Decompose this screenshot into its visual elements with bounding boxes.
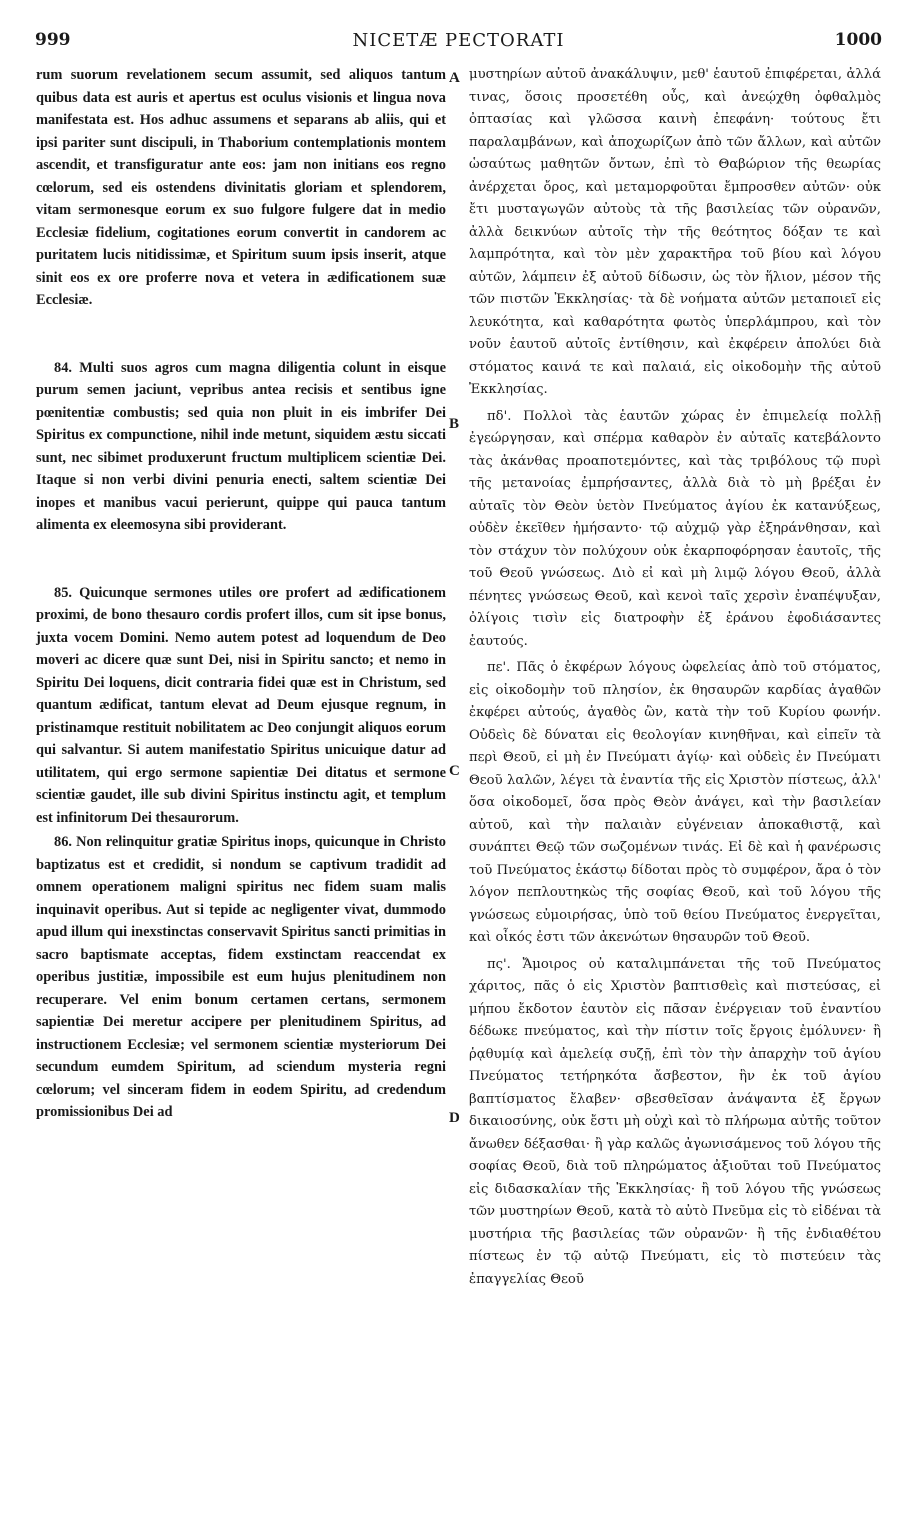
- margin-marker-a: A: [449, 70, 460, 86]
- running-title: NICETÆ PECTORATI: [352, 30, 565, 51]
- greek-column: [469, 64, 881, 1291]
- margin-marker-d: D: [449, 1110, 460, 1126]
- latin-column: [36, 64, 446, 1124]
- greek-paragraph-84: πδ'. Πολλοὶ τὰς ἑαυτῶν χώρας ἐν ἐπιμελείᾳ πολλῇ ἐγεώργησαν, καὶ σπέρμα καθαρὸν ἐν αὐταῖς κατεβάλοντο τὰς ἀκάνθας προαποτεμόντες, καὶ τὰς τριβόλους τῷ πυρὶ τῆς μετανοίας ἐμπρήσαντες, ἀλλὰ διὰ τὸ μὴ βρέξαι ἐν αὐταῖς τὸν Θεὸν ὑετὸν Πνεύματος ἁγίου ἐκ κατανύξεως, οὐδὲν ἐκεῖθεν ἠμήσαντο· τῷ αὐχμῷ γὰρ ἐξηράνθησαν, καὶ τὸν στάχυν τὸν πολύχουν οὐκ ἐκαρποφόρησαν ἑαυτοῖς, τῆς τοῦ Θεοῦ γνώσεως. Διὸ εἰ καὶ μὴ λιμῷ λόγου Θεοῦ, ἀλλὰ πένητες γνώσεως Θεοῦ, καὶ κενοὶ ταῖς χερσὶν ἐναπέψυξαν, ὀλίγοις τισὶν εἰς διατροφὴν ἐξ ἐράνου ἐφοδιάσαντες ἑαυτούς.: [469, 408, 881, 649]
- greek-paragraph-85: πε'. Πᾶς ὁ ἐκφέρων λόγους ὠφελείας ἀπὸ τοῦ στόματος, εἰς οἰκοδομὴν τοῦ πλησίον, ἐκ θησαυρῶν καρδίας ἀγαθῶν ἐκφέρει αὐτούς, ἀγαθὸς ὢν, κατὰ τὴν τοῦ Κυρίου φωνήν. Οὐδεὶς δὲ δύναται εἰς θεολογίαν κινηθῆναι, καὶ εἰπεῖν τὰ περὶ Θεοῦ, εἰ μὴ ἐν Πνεύματι ἁγίῳ· καὶ οὐδεὶς ἐν Πνεύματι Θεοῦ λαλῶν, λέγει τὰ ἐναντία τῆς εἰς Χριστὸν πίστεως, ἀλλ' ὅσα οἰκοδομεῖ, ὅσα πρὸς Θεὸν ἀνάγει, καὶ τὴν βασιλείαν αὐτοῦ, καὶ τὴν παλαιὰν εὐγένειαν ἀποκαθιστᾷ, καὶ συνάπτει Θεῷ τῶν σωζομένων τινάς. Εἰ δὲ καὶ ἡ φανέρωσις τοῦ Πνεύματος ἑκάστῳ δίδοται πρὸς τὸ συμφέρον, ἄρα ὁ τὸν λόγον πεπλουτηκὼς τῆς σοφίας Θεοῦ, καὶ τοῦ λόγου τῆς γνώσεως εὐμοιρήσας, ὑπὸ τοῦ θείου Πνεύματος ἐνεργεῖται, καὶ οἶκός ἐστι τῶν ἀκενώτων θησαυρῶν τοῦ Θεοῦ.: [469, 660, 881, 945]
- margin-marker-b: B: [449, 416, 460, 432]
- latin-paragraph-84: 84. Multi suos agros cum magna diligentia colunt in eisque purum semen jaciunt, vepribus antea recisis et sentibus igne pœnitentiæ combustis; sed quia non pluit in eis imbrifer Dei Spiritus ex compunctione, nihil inde metunt, siquidem æstu siccati sunt, nec sibimet produxerunt fructum multiplicem scientiæ Dei. Itaque si non verbi divini penuria enecti, saltem scientiæ Dei inopes et manibus vacui perierunt, quippe qui pauca tantum alimenta ex eleemosyna sibi providerant.: [36, 359, 446, 533]
- latin-paragraph: rum suorum revelationem secum assumit, sed aliquos tantum quibus data est auris et apertus est oculus visionis et lingua nova manifestata est. Hos adhuc assumens et separans ab aliis, qui et ipsi pariter sunt discipuli, in Thaborium contemplationis montem ascendit, et transfiguratur ante eos: jam non initians eos regno cœlorum, sed eis ostendens divinitatis gloriam et splendorem, vitam sermonesque eorum ex suo fulgore fulgere dat in medio Ecclesiæ fidelium, cogitationes eorum convertit in candorem ac puritatem lucis nitidissimæ, et Spiritum suum ipsis inserit, atque sinit eos ex ore proferre nova et vetera in ædificationem suæ Ecclesiæ.: [36, 67, 446, 308]
- latin-paragraph-85: 85. Quicunque sermones utiles ore profert ad ædificationem proximi, de bono thesauro cordis profert illos, cum sit ipse bonus, juxta vocem Domini. Nemo autem potest ad loquendum de Deo moveri ac dicere quæ sunt Dei, nisi in Spiritu sancto; et nemo in Spiritu Dei loquens, dicit contraria fidei quæ est in Christum, sed quantum ædificat, tantum elevat ad Deum ejusque regnum, in pristinamque restituit nobilitatem ac Deo conjungit aliquos eorum qui salvantur. Si autem manifestatio Spiritus unicuique datur ad utilitatem, qui ergo sermone sapientiæ Dei ditatus et sermone scientiæ gaudet, ille sub divini Spiritus instinctu agit, et templum est infinitorum Dei thesaurorum.: [36, 584, 446, 826]
- page-number-left: 999: [35, 30, 71, 50]
- margin-marker-c: C: [449, 763, 460, 779]
- page-number-right: 1000: [834, 30, 882, 50]
- greek-paragraph: μυστηρίων αὐτοῦ ἀνακάλυψιν, μεθ' ἑαυτοῦ ἐπιφέρεται, ἀλλά τινας, ὅσοις προσετέθη οὖς, καὶ ἀνεῴχθη ὀφθαλμὸς ὀπτασίας καὶ γλῶσσα καινὴ ἐπεφάνη· τούτους ἔτι παραλαμβάνων, καὶ ἀποχωρίζων ἀπὸ τῶν ἄλλων, καὶ αὐτῶν ὡσαύτως μαθητῶν ὄντων, ἐπὶ τὸ Θαβώριον τῆς θεωρίας ἀνέρχεται ὄρος, καὶ μεταμορφοῦται ἔμπροσθεν αὐτῶν· οὐκ ἔτι μυσταγωγῶν αὐτοὺς τὰ τῆς βασιλείας τῶν οὐρανῶν, ἀλλὰ δεικνύων αὐτοῖς τὴν τῆς θεότητος δόξαν τε καὶ λαμπρότητα, καὶ τὸν μὲν χαρακτῆρα τοῦ βίου καὶ λόγου αὐτῶν, λάμπειν ἐξ αὐτοῦ δίδωσιν, ὡς τὸν ἥλιον, μέσον τῆς τῶν πιστῶν Ἐκκλησίας· τὰ δὲ νοήματα αὐτῶν μεταποιεῖ εἰς λευκότητα, καὶ καθαρότητα φωτὸς ὑπερλάμπρου, καὶ τὸν νοῦν ἑαυτοῦ αὐτοῖς ἐντίθησιν, καὶ ἐκφέρειν ἀπολύει διὰ στόματος καινά τε καὶ παλαιά, εἰς οἰκοδομὴν τῆς αὐτοῦ Ἐκκλησίας.: [469, 67, 881, 397]
- latin-paragraph-86: 86. Non relinquitur gratiæ Spiritus inops, quicunque in Christo baptizatus est et credidit, si nondum se captivum tradidit ad omnem operationem maligni spiritus nec fidem suam malis inquinavit operibus. Aut si tepide ac negligenter vivat, dummodo apud illum qui inexstinctas conservavit Spiritus sancti primitias in sacro baptismate acceptas, fidem exstinctam reaccendat ex operibus justitiæ, impossibile est eum hujus plenitudinem non recuperare. Vel enim bonum certamen certans, sermonem sapientiæ Dei meretur accipere per plenitudinem Spiritus, ad instructionem Ecclesiæ; vel sermonem scientiæ mysteriorum Dei secundum eumdem Spiritum, ad sciendum mysteria regni cœlorum; vel sinceram fidem in eodem Spiritu, ad credendum promissionibus Dei ad: [36, 834, 446, 1120]
- page-header: [35, 30, 882, 54]
- greek-paragraph-86: πς'. Ἄμοιρος οὐ καταλιμπάνεται τῆς τοῦ Πνεύματος χάριτος, πᾶς ὁ εἰς Χριστὸν βαπτισθεὶς καὶ πιστεύσας, εἰ μήπου ἔκδοτον ἑαυτὸν εἰς πᾶσαν ἐνέργειαν τοῦ ἐναντίου δέδωκε πνεύματος, καὶ τὴν πίστιν τοῖς ἔργοις ἐμόλυνεν· ἢ ῥᾳθυμίᾳ καὶ ἀμελείᾳ συζῇ, ἐπὶ τὸν τὴν ἀπαρχὴν τοῦ ἁγίου Πνεύματος τετήρηκότα ἄσβεστον, ἣν ἐκ τοῦ ἁγίου βαπτίσματος ἔλαβεν· σβεσθεῖσαν ἀνάψαντα ἐξ ἔργων δικαιοσύνης, οὐκ ἔστι μὴ οὐχὶ καὶ τὸ πλήρωμα αὐτῆς τοῦτον ἄνωθεν δέξασθαι· ἢ γὰρ καλῶς ἀγωνισάμενος τοῦ λόγου τῆς σοφίας Θεοῦ, διὰ τοῦ πληρώματος ἀξιοῦται τοῦ Πνεύματος εἰς διδασκαλίαν τῆς Ἐκκλησίας· ἢ τοῦ λόγου τῆς γνώσεως τῶν μυστηρίων Θεοῦ, κατὰ τὸ αὐτὸ Πνεῦμα εἰς τὸ εἰδέναι τὰ μυστήρια τῆς βασιλείας τῶν οὐρανῶν· ἢ τῆς ἐνδιαθέτου πίστεως ἐν τῷ αὐτῷ Πνεύματι, εἰς τὸ πιστεύειν τὰς ἐπαγγελίας Θεοῦ: [469, 956, 881, 1287]
